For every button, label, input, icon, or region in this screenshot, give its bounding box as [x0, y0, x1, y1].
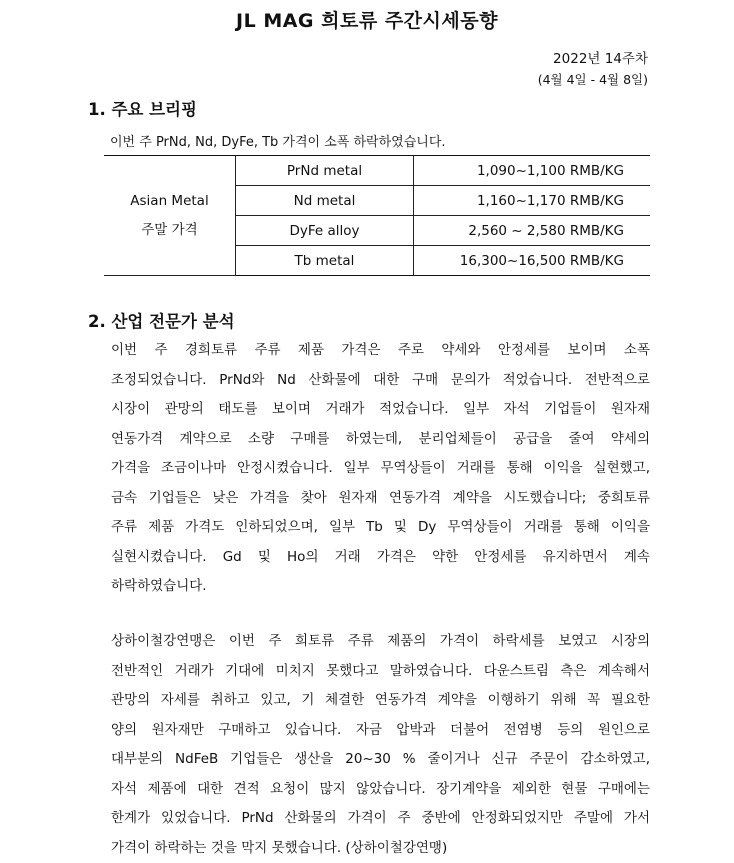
paragraph-line: 실현시켰습니다. Gd 및 Ho의 거래 가격은 약한 안정세를 유지하면서 계속 [111, 543, 650, 573]
paragraph-line: 이번 주 경희토류 주류 제품 가격은 주로 약세와 안정세를 보이며 소폭 [111, 336, 650, 366]
table-label-cell [104, 156, 236, 276]
paragraph-line: 전반적인 거래가 기대에 미치지 못했다고 말하였습니다. 다운스트림 측은 계속해서 [111, 657, 650, 687]
analysis-paragraph-1 [111, 336, 650, 602]
week-label: 2022년 14주차 [553, 47, 648, 67]
paragraph-line: 주류 제품 가격도 인하되었으며, 일부 Tb 및 Dy 무역상들이 거래를 통해 이익을 [111, 513, 650, 543]
section2-heading: 2. 산업 전문가 분석 [88, 308, 235, 332]
metal-name: Tb metal [236, 246, 414, 276]
metal-name: DyFe alloy [236, 216, 414, 246]
paragraph-line: 금속 기업들은 낮은 가격을 찾아 원자재 연동가격 계약을 시도했습니다; 중희토류 [111, 484, 650, 514]
report-title: JL MAG 희토류 주간시세동향 [0, 6, 734, 33]
metal-price: 1,160~1,170 RMB/KG [414, 186, 651, 216]
paragraph-line: 가격이 하락하는 것을 막지 못했습니다. (상하이철강연맹) [111, 834, 650, 863]
analysis-paragraph-2 [111, 627, 650, 863]
table-row [104, 156, 650, 186]
briefing-summary: 이번 주 PrNd, Nd, DyFe, Tb 가격이 소폭 하락하였습니다. [110, 131, 446, 150]
table-label-period: 주말 가격 [104, 216, 235, 245]
metal-name: Nd metal [236, 186, 414, 216]
metal-name: PrNd metal [236, 156, 414, 186]
price-table [104, 155, 650, 276]
paragraph-line: 양의 원자재만 구매하고 있습니다. 자금 압박과 더불어 전염병 등의 원인으로 [111, 716, 650, 746]
paragraph-line: 조정되었습니다. PrNd와 Nd 산화물에 대한 구매 문의가 적었습니다. 전반적으로 [111, 366, 650, 396]
paragraph-line: 하락하였습니다. [111, 572, 650, 602]
paragraph-line: 관망의 자세를 취하고 있고, 기 체결한 연동가격 계약을 이행하기 위해 꼭 필요한 [111, 686, 650, 716]
paragraph-line: 시장이 관망의 태도를 보이며 거래가 적었습니다. 일부 자석 기업들이 원자재 [111, 395, 650, 425]
paragraph-line: 가격을 조금이나마 안정시켰습니다. 일부 무역상들이 거래를 통해 이익을 실현했고, [111, 454, 650, 484]
metal-price: 2,560 ~ 2,580 RMB/KG [414, 216, 651, 246]
table-label-source: Asian Metal [104, 187, 235, 216]
metal-price: 16,300~16,500 RMB/KG [414, 246, 651, 276]
section1-heading: 1. 주요 브리핑 [88, 96, 197, 120]
paragraph-line: 대부분의 NdFeB 기업들은 생산을 20~30 % 줄이거나 신규 주문이 감소하였고, [111, 745, 650, 775]
metal-price: 1,090~1,100 RMB/KG [414, 156, 651, 186]
paragraph-line: 연동가격 계약으로 소량 구매를 하였는데, 분리업체들이 공급을 줄여 약세의 [111, 425, 650, 455]
date-range: (4월 4일 - 4월 8일) [538, 70, 648, 88]
paragraph-line: 자석 제품에 대한 견적 요청이 많지 않았습니다. 장기계약을 제외한 현물 구매에는 [111, 775, 650, 805]
paragraph-line: 한계가 있었습니다. PrNd 산화물의 가격이 주 중반에 안정화되었지만 주말에 가서 [111, 804, 650, 834]
paragraph-line: 상하이철강연맹은 이번 주 희토류 주류 제품의 가격이 하락세를 보였고 시장의 [111, 627, 650, 657]
